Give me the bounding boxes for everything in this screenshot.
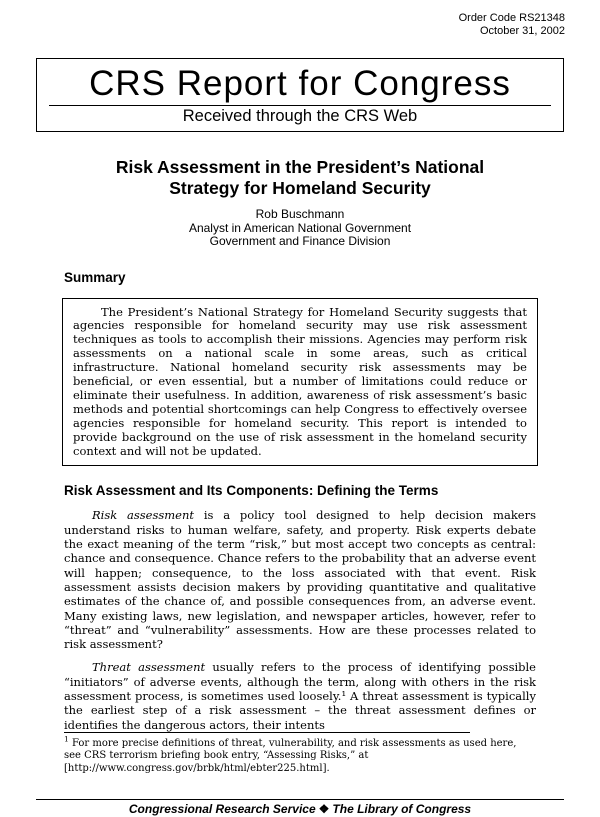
masthead-divider (49, 105, 551, 106)
report-title-line1: Risk Assessment in the President’s National (115, 157, 485, 177)
paragraph-text: usually refers to the process of identifying possible “initiators” of adverse events, although the term, along with others in the risk assessment process, is sometimes used loosely.¹ A threat assessment is typically the earliest step of a risk assessment – the threat assessment defines or identifies the dangerous actors, their intents (64, 660, 536, 732)
masthead-title: CRS Report for Congress (89, 64, 511, 103)
page-footer (36, 799, 564, 817)
summary-text: The President’s National Strategy for Homeland Security suggests that agencies responsible for homeland security may use risk assessment techniques as tools to accomplish their missions. Agencies may perform risk assessments on a national scale in some areas, such as critical infrastructure. National homeland security risk assessments may be beneficial, or even essential, but a number of limitations could reduce or eliminate their usefulness. In addition, awareness of risk assessment’s basic methods and potential shortcomings can help Congress to effectively oversee agencies responsible for homeland security. This report is intended to provide background on the use of risk assessment in the homeland security context and will not be updated. (73, 304, 527, 458)
author-name: Rob Buschmann (255, 207, 345, 221)
footnote-block (64, 732, 536, 775)
footnote-marker: 1 (64, 734, 69, 744)
summary-heading: Summary (64, 269, 126, 285)
body-paragraph-1 (64, 508, 536, 651)
footnote-url: [http://www.congress.gov/brbk/html/ebter225.html]. (64, 762, 330, 774)
paragraph-text: is a policy tool designed to help decision makers understand risks to human welfare, safety, and property. Risk experts debate the exact meaning of the term “risk,” but most accept two concepts as central: chance and consequence. Chance refers to the probability that an adverse event will happen; consequence, to the loss associated with that event. Risk assessment assists decision makers by providing quantitative and qualitative estimates of the chance of, and possible consequences from, an adverse event. Many existing laws, new legislation, and newspaper articles, however, refer to “threat” and “vulnerability” assessments. How are these processes related to risk assessment? (64, 508, 536, 652)
footnote (64, 734, 536, 775)
summary-box (62, 298, 538, 467)
order-code: Order Code RS21348 (458, 12, 565, 24)
section-heading: Risk Assessment and Its Components: Defining the Terms (64, 483, 439, 499)
footnote-text: For more precise definitions of threat, vulnerability, and risk assessments as used here, see CRS terrorism briefing book entry, “Assessing Risks,” at (64, 737, 517, 762)
author-division: Government and Finance Division (209, 234, 391, 248)
masthead-box (36, 58, 564, 132)
report-title-line2: Strategy for Homeland Security (169, 178, 431, 198)
report-title (40, 157, 560, 199)
masthead-subtitle: Received through the CRS Web (182, 107, 418, 125)
body-paragraph-2 (64, 660, 536, 731)
footer-org-left: Congressional Research Service (128, 802, 316, 817)
author-role: Analyst in American National Government (188, 220, 412, 235)
footnote-divider (64, 732, 470, 733)
order-block (0, 12, 565, 38)
paragraph-lead-italic: Risk assessment (92, 508, 195, 523)
report-date: October 31, 2002 (479, 25, 565, 37)
author-block (0, 208, 600, 249)
paragraph-lead-italic: Threat assessment (92, 660, 206, 675)
diamond-icon: ❖ (318, 802, 330, 817)
footer-org-right: The Library of Congress (332, 802, 472, 817)
